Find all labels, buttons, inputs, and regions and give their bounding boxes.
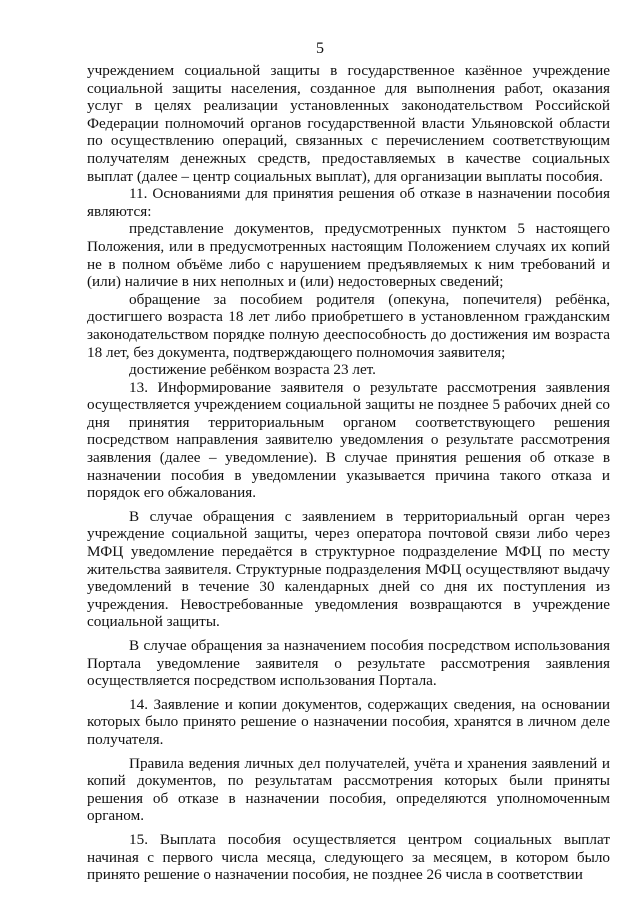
paragraph: представление документов, предусмотренных пунктом 5 настоящего Положения, или в предусмотренных настоящим Положением случаях их копий не в полном объёме либо с нарушением предъявляемых к ним требований и (или) наличие в них неполных и (или) недостоверных сведений; <box>87 220 610 291</box>
paragraph: Правила ведения личных дел получателей, учёта и хранения заявлений и копий документов, по результатам рассмотрения которых были приняты решения об отказе в назначении пособия, определяются уполномоченным органом. <box>87 754 610 825</box>
paragraph: 14. Заявление и копии документов, содержащих сведения, на основании которых было принято решение о назначении пособия, хранятся в личном деле получателя. <box>87 695 610 748</box>
paragraph: В случае обращения с заявлением в территориальный орган через учреждение социальной защиты, через оператора почтовой связи либо через МФЦ уведомление передаётся в структурное подразделение МФЦ по месту жительства заявителя. Структурные подразделения МФЦ осуществляют выдачу уведомлений в течение 30 календарных дней со дня их поступления из учреждения. Невостребованные уведомления возвращаются в учреждение социальной защиты. <box>87 507 610 631</box>
page-number: 5 <box>316 40 324 57</box>
paragraph: обращение за пособием родителя (опекуна, попечителя) ребёнка, достигшего возраста 18 лет либо приобретшего в установленном гражданским законодательством порядке полную дееспособность до достижения им возраста 18 лет, без документа, подтверждающего полномочия заявителя; <box>87 290 610 361</box>
paragraph: 13. Информирование заявителя о результате рассмотрения заявления осуществляется учреждением социальной защиты не позднее 5 рабочих дней со дня принятия территориальным органом соответствующего решения посредством направления заявителю уведомления о результате рассмотрения заявления (далее – уведомление). В случае принятия решения об отказе в назначении пособия в уведомлении указывается причина такого отказа и порядок его обжалования. <box>87 378 610 502</box>
paragraph: В случае обращения за назначением пособия посредством использования Портала уведомление заявителя о результате рассмотрения заявления осуществляется посредством использования Портала. <box>87 637 610 690</box>
paragraph: учреждением социальной защиты в государственное казённое учреждение социальной защиты населения, созданное для выполнения работ, оказания услуг в целях реализации установленных законодательством Российской Федерации полномочий органов государственной власти Ульяновской области по осуществлению операций, связанных с перечислением соответствующим получателям денежных средств, предоставляемых в качестве социальных выплат (далее – центр социальных выплат), для организации выплаты пособия. <box>87 62 610 185</box>
paragraph: 11. Основаниями для принятия решения об отказе в назначении пособия являются: <box>87 185 610 220</box>
paragraph: 15. Выплата пособия осуществляется центром социальных выплат начиная с первого числа месяца, следующего за месяцем, в котором было принято решение о назначении пособия, не позднее 26 числа в соответствии <box>87 830 610 884</box>
paragraph: достижение ребёнком возраста 23 лет. <box>129 361 376 379</box>
document-body <box>87 62 610 884</box>
